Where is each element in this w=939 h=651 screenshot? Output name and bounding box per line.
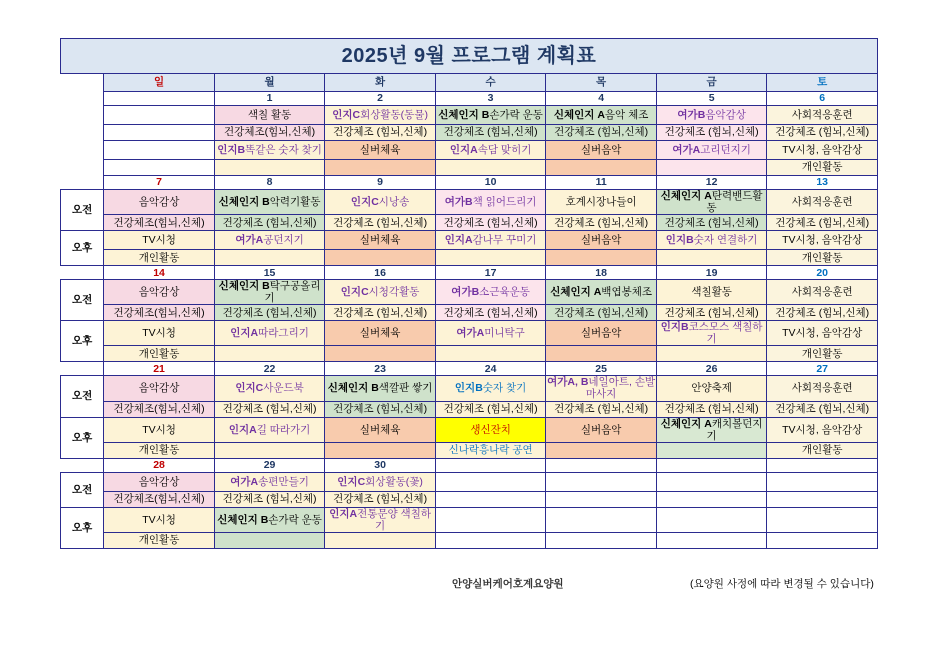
activity-cell-pm-main: 인지B똑같은 숫자 찾기 bbox=[214, 141, 325, 160]
activity-cell-am-main: 신체인지 B악력기활동 bbox=[214, 190, 325, 215]
activity-cell-am-sub: 건강체조 (힘뇌,신체) bbox=[767, 305, 878, 321]
am-label: 오전 bbox=[61, 472, 104, 507]
dow-header-3: 수 bbox=[435, 74, 546, 92]
activity-cell-pm-main: 인지B숫자 연결하기 bbox=[656, 231, 767, 250]
activity-cell-am-main: 여가B소근육운동 bbox=[435, 280, 546, 305]
activity-cell-am-sub: 건강체조(힘뇌,신체) bbox=[104, 401, 215, 417]
activity-cell-am-main: 음악감상 bbox=[104, 376, 215, 401]
day-number: 21 bbox=[104, 362, 215, 376]
activity-cell-pm-sub bbox=[656, 442, 767, 458]
activity-cell-am-sub bbox=[104, 125, 215, 141]
activity-cell-am-sub: 건강체조(힘뇌,신체) bbox=[104, 305, 215, 321]
day-number: 15 bbox=[214, 266, 325, 280]
activity-cell-am-sub: 건강체조 (힘뇌,신체) bbox=[767, 401, 878, 417]
activity-cell-pm-sub: 개인활동 bbox=[104, 346, 215, 362]
day-number: 4 bbox=[546, 92, 657, 106]
activity-cell-am-main: 색칠활동 bbox=[656, 280, 767, 305]
day-number: 9 bbox=[325, 176, 436, 190]
activity-cell-am-sub: 건강체조 (힘뇌,신체) bbox=[767, 215, 878, 231]
activity-cell-pm-sub: 개인활동 bbox=[767, 346, 878, 362]
day-number bbox=[767, 458, 878, 472]
activity-cell-am-sub bbox=[435, 491, 546, 507]
activity-cell-pm-main: 실버체육 bbox=[325, 141, 436, 160]
activity-cell-pm-sub bbox=[325, 346, 436, 362]
activity-cell-am-main: 인지B숫자 찾기 bbox=[435, 376, 546, 401]
activity-cell-pm-sub bbox=[214, 442, 325, 458]
activity-cell-pm-main: TV시청, 음악감상 bbox=[767, 231, 878, 250]
organization-name: 안양실버케어호계요양원 bbox=[452, 578, 564, 590]
day-number: 3 bbox=[435, 92, 546, 106]
activity-cell-am-sub: 건강체조 (힘뇌,신체) bbox=[435, 125, 546, 141]
activity-cell-pm-main: 실버음악 bbox=[546, 417, 657, 442]
day-number bbox=[435, 458, 546, 472]
activity-cell-am-main: 사회적응훈련 bbox=[767, 106, 878, 125]
activity-cell-am-main: 인지C회상활동(동물) bbox=[325, 106, 436, 125]
activity-cell-pm-sub bbox=[325, 160, 436, 176]
activity-cell-am-main: 안양축제 bbox=[656, 376, 767, 401]
activity-cell-am-main: 색칠 활동 bbox=[214, 106, 325, 125]
day-number: 25 bbox=[546, 362, 657, 376]
daynum-spacer bbox=[61, 266, 104, 280]
activity-cell-pm-main: 실버음악 bbox=[546, 321, 657, 346]
activity-cell-am-main: 신체인지 B탁구공올리기 bbox=[214, 280, 325, 305]
activity-cell-pm-main: 인지A따라그리기 bbox=[214, 321, 325, 346]
pm-label: 오후 bbox=[61, 417, 104, 458]
daynum-spacer bbox=[61, 362, 104, 376]
dow-header-5: 금 bbox=[656, 74, 767, 92]
activity-cell-pm-main bbox=[104, 141, 215, 160]
activity-cell-am-sub: 건강체조 (힘뇌,신체) bbox=[546, 305, 657, 321]
activity-cell-am-sub: 건강체조 (힘뇌,신체) bbox=[325, 215, 436, 231]
activity-cell-pm-sub bbox=[435, 532, 546, 548]
activity-cell-am-sub: 건강체조 (힘뇌,신체) bbox=[546, 215, 657, 231]
day-number: 13 bbox=[767, 176, 878, 190]
activity-cell-am-sub bbox=[656, 491, 767, 507]
day-number: 23 bbox=[325, 362, 436, 376]
activity-cell-pm-sub: 개인활동 bbox=[767, 442, 878, 458]
day-number: 5 bbox=[656, 92, 767, 106]
activity-cell-am-main bbox=[546, 472, 657, 491]
activity-cell-pm-sub bbox=[104, 160, 215, 176]
activity-cell-am-sub: 건강체조 (힘뇌,신체) bbox=[325, 401, 436, 417]
activity-cell-am-main: 여가A, B네일아트, 손발마사지 bbox=[547, 376, 656, 401]
activity-cell-am-sub: 건강체조 (힘뇌,신체) bbox=[656, 401, 767, 417]
day-number: 30 bbox=[325, 458, 436, 472]
day-number: 16 bbox=[325, 266, 436, 280]
day-number: 20 bbox=[767, 266, 878, 280]
activity-cell-am-main: 음악감상 bbox=[104, 472, 215, 491]
activity-cell-am-sub: 건강체조 (힘뇌,신체) bbox=[656, 215, 767, 231]
day-number: 27 bbox=[767, 362, 878, 376]
schedule-table bbox=[60, 38, 878, 549]
day-number: 22 bbox=[214, 362, 325, 376]
activity-cell-pm-main: TV시청 bbox=[104, 231, 215, 250]
day-number: 28 bbox=[104, 458, 215, 472]
pm-label: 오후 bbox=[61, 321, 104, 362]
daynum-spacer bbox=[61, 458, 104, 472]
activity-cell-am-sub: 건강체조 (힘뇌,신체) bbox=[546, 125, 657, 141]
activity-cell-pm-sub bbox=[435, 160, 546, 176]
activity-cell-am-main: 인지C시낭송 bbox=[325, 190, 436, 215]
day-number: 8 bbox=[214, 176, 325, 190]
activity-cell-am-main: 신체인지 A백엽봉체조 bbox=[546, 280, 657, 305]
activity-cell-am-sub: 건강체조(힘뇌,신체) bbox=[214, 125, 325, 141]
pm-label bbox=[61, 141, 104, 176]
dow-header-6: 토 bbox=[767, 74, 878, 92]
pm-label: 오후 bbox=[61, 507, 104, 548]
activity-cell-am-main: 신체인지 A탄력밴드활동 bbox=[656, 190, 767, 215]
activity-cell-pm-sub bbox=[325, 532, 436, 548]
activity-cell-am-sub: 건강체조 (힘뇌,신체) bbox=[546, 401, 657, 417]
day-number bbox=[546, 458, 657, 472]
day-number: 7 bbox=[104, 176, 215, 190]
activity-cell-pm-main: TV시청 bbox=[104, 321, 215, 346]
activity-cell-pm-sub bbox=[435, 346, 546, 362]
activity-cell-pm-main: 실버체육 bbox=[325, 417, 436, 442]
activity-cell-am-main: 인지C사운드북 bbox=[214, 376, 325, 401]
activity-cell-am-sub: 건강체조(힘뇌,신체) bbox=[104, 491, 215, 507]
activity-cell-pm-main: 신체인지 B손가락 운동 bbox=[214, 507, 325, 532]
activity-cell-am-sub: 건강체조 (힘뇌,신체) bbox=[214, 401, 325, 417]
activity-cell-pm-main: 실버체육 bbox=[325, 231, 436, 250]
day-number: 29 bbox=[214, 458, 325, 472]
day-number: 17 bbox=[435, 266, 546, 280]
day-number: 14 bbox=[104, 266, 215, 280]
activity-cell-pm-sub bbox=[546, 346, 657, 362]
day-number: 11 bbox=[546, 176, 657, 190]
activity-cell-pm-main: 실버음악 bbox=[546, 231, 657, 250]
activity-cell-am-main: 사회적응훈련 bbox=[767, 280, 878, 305]
day-number: 24 bbox=[435, 362, 546, 376]
activity-cell-am-main: 신체인지 B색깔판 쌓기 bbox=[325, 376, 436, 401]
activity-cell-pm-main: 여가A공던지기 bbox=[214, 231, 325, 250]
activity-cell-pm-sub: 개인활동 bbox=[104, 442, 215, 458]
activity-cell-pm-sub bbox=[214, 532, 325, 548]
activity-cell-pm-sub bbox=[656, 250, 767, 266]
activity-cell-pm-main: 인지B코스모스 색칠하기 bbox=[656, 321, 767, 346]
activity-cell-pm-main bbox=[435, 507, 546, 532]
day-number: 19 bbox=[656, 266, 767, 280]
activity-cell-am-main: 인지C회상활동(꽃) bbox=[325, 472, 436, 491]
activity-cell-am-main: 신체인지 A음악 체조 bbox=[546, 106, 657, 125]
activity-cell-am-main: 여가A송편만들기 bbox=[214, 472, 325, 491]
activity-cell-pm-sub bbox=[546, 532, 657, 548]
activity-cell-pm-main: 실버음악 bbox=[546, 141, 657, 160]
activity-cell-am-sub: 건강체조 (힘뇌,신체) bbox=[435, 401, 546, 417]
activity-cell-am-sub: 건강체조 (힘뇌,신체) bbox=[214, 491, 325, 507]
day-number: 26 bbox=[656, 362, 767, 376]
activity-cell-pm-sub bbox=[546, 160, 657, 176]
activity-cell-am-sub bbox=[546, 491, 657, 507]
day-number: 1 bbox=[214, 92, 325, 106]
activity-cell-pm-sub bbox=[325, 250, 436, 266]
activity-cell-am-sub: 건강체조 (힘뇌,신체) bbox=[325, 491, 436, 507]
activity-cell-pm-main: 실버체육 bbox=[325, 321, 436, 346]
day-number bbox=[656, 458, 767, 472]
am-label: 오전 bbox=[61, 280, 104, 321]
day-number: 2 bbox=[325, 92, 436, 106]
activity-cell-pm-sub: 개인활동 bbox=[104, 532, 215, 548]
daynum-spacer bbox=[61, 176, 104, 190]
day-number: 18 bbox=[546, 266, 657, 280]
daynum-spacer bbox=[61, 92, 104, 106]
activity-cell-am-main: 신체인지 B손가락 운동 bbox=[435, 106, 546, 125]
activity-cell-am-main: 인지C시청각활동 bbox=[325, 280, 436, 305]
activity-cell-am-sub: 건강체조 (힘뇌,신체) bbox=[325, 125, 436, 141]
activity-cell-pm-main: 신체인지 A캐치볼던지기 bbox=[656, 417, 767, 442]
activity-cell-pm-sub bbox=[546, 442, 657, 458]
dow-header-0: 일 bbox=[104, 74, 215, 92]
activity-cell-am-sub: 건강체조 (힘뇌,신체) bbox=[325, 305, 436, 321]
dow-header-1: 월 bbox=[214, 74, 325, 92]
activity-cell-pm-main: TV시청 bbox=[104, 507, 215, 532]
activity-cell-pm-sub: 신나락흥나락 공연 bbox=[435, 442, 546, 458]
activity-cell-am-sub: 건강체조 (힘뇌,신체) bbox=[656, 305, 767, 321]
activity-cell-pm-main: 여가A고리던지기 bbox=[656, 141, 767, 160]
activity-cell-am-main: 음악감상 bbox=[104, 190, 215, 215]
activity-cell-pm-main: TV시청, 음악감상 bbox=[767, 141, 878, 160]
activity-cell-am-main bbox=[656, 472, 767, 491]
activity-cell-pm-sub bbox=[546, 250, 657, 266]
dow-header-2: 화 bbox=[325, 74, 436, 92]
activity-cell-am-sub: 건강체조 (힘뇌,신체) bbox=[767, 125, 878, 141]
activity-cell-am-sub: 건강체조 (힘뇌,신체) bbox=[656, 125, 767, 141]
day-number: 6 bbox=[767, 92, 878, 106]
am-label: 오전 bbox=[61, 376, 104, 417]
activity-cell-am-sub: 건강체조(힘뇌,신체) bbox=[104, 215, 215, 231]
activity-cell-pm-main bbox=[656, 507, 767, 532]
activity-cell-pm-sub bbox=[214, 250, 325, 266]
day-number: 12 bbox=[656, 176, 767, 190]
am-label: 오전 bbox=[61, 190, 104, 231]
activity-cell-am-sub: 건강체조 (힘뇌,신체) bbox=[214, 305, 325, 321]
activity-cell-pm-main: 인지A전통문양 색칠하기 bbox=[325, 507, 436, 532]
page-title: 2025년 9월 프로그램 계획표 bbox=[61, 39, 878, 74]
dow-header-4: 목 bbox=[546, 74, 657, 92]
activity-cell-pm-main: TV시청, 음악감상 bbox=[767, 417, 878, 442]
am-label bbox=[61, 106, 104, 141]
activity-cell-pm-sub bbox=[656, 346, 767, 362]
activity-cell-am-main: 여가B음악감상 bbox=[656, 106, 767, 125]
activity-cell-pm-sub bbox=[656, 160, 767, 176]
activity-cell-pm-sub: 개인활동 bbox=[767, 160, 878, 176]
activity-cell-pm-main: 인지A감나무 꾸미기 bbox=[435, 231, 546, 250]
activity-cell-am-main bbox=[104, 106, 215, 125]
footer-note: (요양원 사정에 따라 변경될 수 있습니다) bbox=[690, 578, 874, 590]
activity-cell-am-sub: 건강체조 (힘뇌,신체) bbox=[435, 305, 546, 321]
day-number: 10 bbox=[435, 176, 546, 190]
activity-cell-pm-main bbox=[546, 507, 657, 532]
activity-cell-pm-sub: 개인활동 bbox=[767, 250, 878, 266]
activity-cell-pm-sub bbox=[214, 160, 325, 176]
activity-cell-am-main: 음악감상 bbox=[104, 280, 215, 305]
activity-cell-pm-sub bbox=[214, 346, 325, 362]
activity-cell-am-main bbox=[767, 472, 878, 491]
activity-cell-am-main: 사회적응훈련 bbox=[767, 376, 878, 401]
activity-cell-am-sub: 건강체조 (힘뇌,신체) bbox=[214, 215, 325, 231]
activity-cell-am-sub bbox=[767, 491, 878, 507]
activity-cell-pm-main: 인지A속담 맞히기 bbox=[435, 141, 546, 160]
activity-cell-pm-main: TV시청, 음악감상 bbox=[767, 321, 878, 346]
activity-cell-pm-sub bbox=[767, 532, 878, 548]
activity-cell-am-main: 사회적응훈련 bbox=[767, 190, 878, 215]
activity-cell-pm-sub: 개인활동 bbox=[104, 250, 215, 266]
activity-cell-am-sub: 건강체조 (힘뇌,신체) bbox=[435, 215, 546, 231]
pm-label: 오후 bbox=[61, 231, 104, 266]
day-number bbox=[104, 92, 215, 106]
activity-cell-am-main: 호계시장나들이 bbox=[546, 190, 657, 215]
activity-cell-pm-sub bbox=[325, 442, 436, 458]
activity-cell-pm-sub bbox=[435, 250, 546, 266]
activity-cell-pm-main: 인지A길 따라가기 bbox=[214, 417, 325, 442]
activity-cell-pm-main bbox=[767, 507, 878, 532]
activity-cell-pm-main: 여가A미니탁구 bbox=[435, 321, 546, 346]
corner-spacer bbox=[61, 74, 104, 92]
activity-cell-pm-main: TV시청 bbox=[104, 417, 215, 442]
activity-cell-pm-main: 생신잔치 bbox=[435, 417, 546, 442]
activity-cell-am-main: 여가B책 읽어드리기 bbox=[435, 190, 546, 215]
activity-cell-am-main bbox=[435, 472, 546, 491]
activity-cell-pm-sub bbox=[656, 532, 767, 548]
